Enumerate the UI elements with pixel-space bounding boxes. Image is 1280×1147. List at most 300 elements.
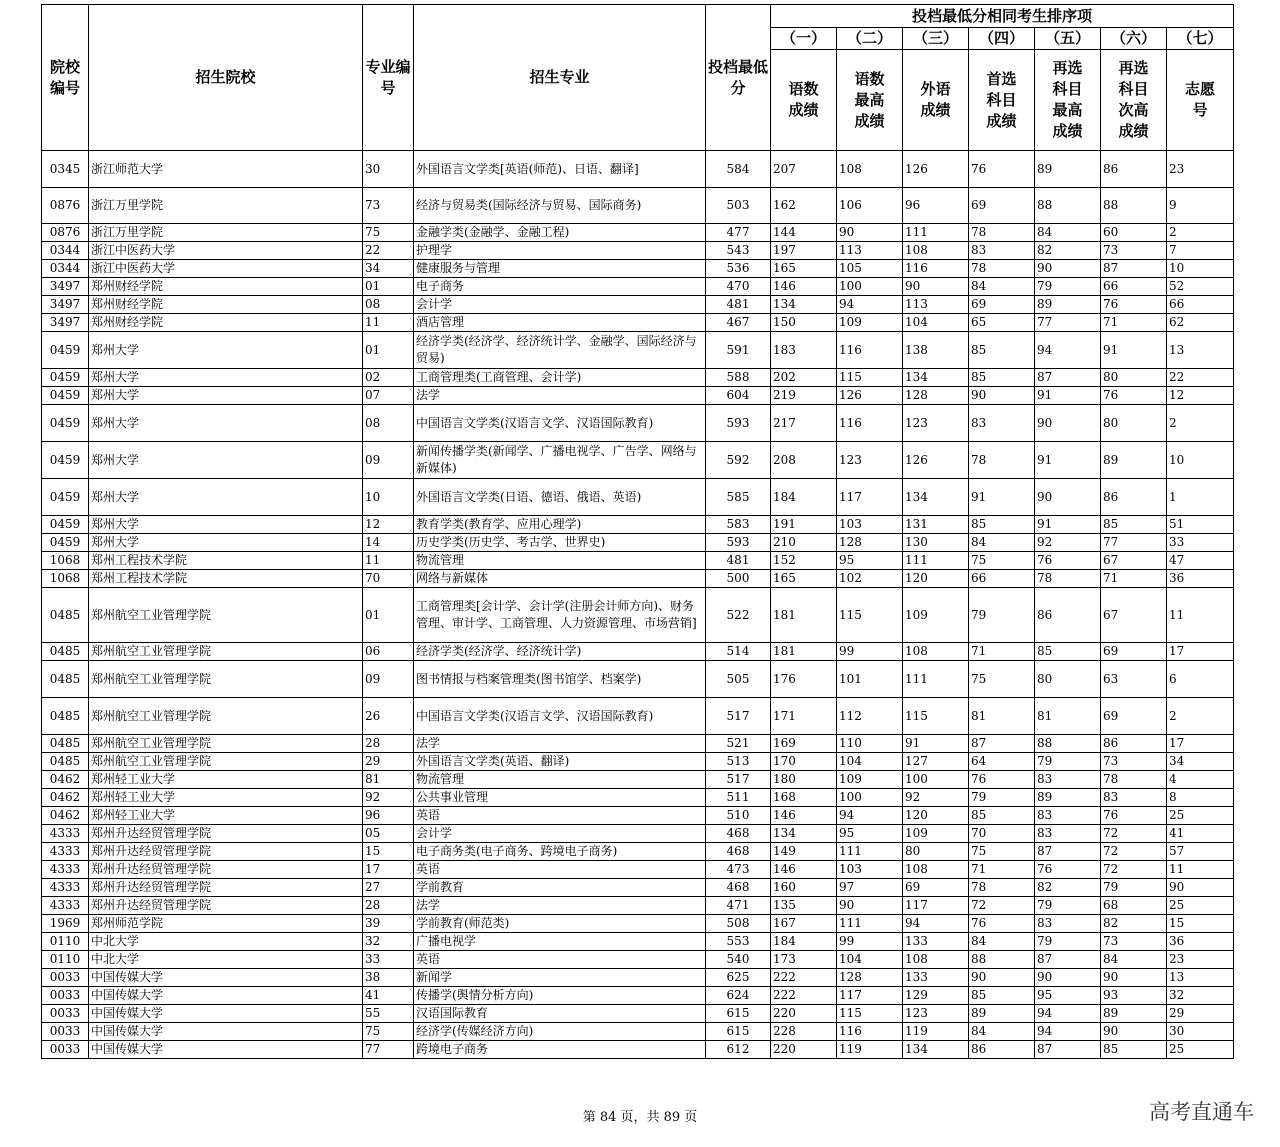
header-tiebreak-num: （六） <box>1101 28 1167 50</box>
cell-school-code: 0459 <box>42 516 89 534</box>
cell-major-code: 39 <box>363 915 414 933</box>
cell-school-code: 0033 <box>42 1023 89 1041</box>
cell-school-name: 中国传媒大学 <box>89 987 363 1005</box>
cell-score-3: 138 <box>903 332 969 369</box>
header-tiebreak-label: 再选科目次高成绩 <box>1101 50 1167 151</box>
cell-score-7: 41 <box>1167 825 1234 843</box>
cell-score-1: 180 <box>771 771 837 789</box>
header-tiebreak-label: 语数最高成绩 <box>837 50 903 151</box>
cell-score-5: 81 <box>1035 698 1101 735</box>
header-tiebreak-label: 再选科目最高成绩 <box>1035 50 1101 151</box>
table-row <box>42 789 1234 807</box>
cell-major-name: 公共事业管理 <box>414 789 706 807</box>
cell-major-code: 75 <box>363 1023 414 1041</box>
cell-min-score: 468 <box>706 843 771 861</box>
cell-score-1: 183 <box>771 332 837 369</box>
cell-school-code: 0459 <box>42 405 89 442</box>
cell-score-7: 8 <box>1167 789 1234 807</box>
cell-school-name: 中北大学 <box>89 933 363 951</box>
cell-score-2: 119 <box>837 1041 903 1059</box>
cell-min-score: 612 <box>706 1041 771 1059</box>
cell-major-code: 70 <box>363 570 414 588</box>
cell-score-3: 126 <box>903 151 969 188</box>
cell-major-code: 01 <box>363 588 414 643</box>
cell-score-5: 89 <box>1035 151 1101 188</box>
cell-major-name: 教育学类(教育学、应用心理学) <box>414 516 706 534</box>
cell-score-1: 167 <box>771 915 837 933</box>
cell-score-7: 90 <box>1167 879 1234 897</box>
cell-major-name: 健康服务与管理 <box>414 260 706 278</box>
cell-score-7: 30 <box>1167 1023 1234 1041</box>
cell-score-6: 90 <box>1101 1023 1167 1041</box>
cell-score-2: 100 <box>837 789 903 807</box>
table-row <box>42 151 1234 188</box>
cell-score-5: 87 <box>1035 369 1101 387</box>
cell-score-6: 86 <box>1101 479 1167 516</box>
cell-school-code: 0485 <box>42 643 89 661</box>
table-body <box>42 151 1234 1059</box>
header-tiebreak-label: 志愿号 <box>1167 50 1234 151</box>
cell-major-code: 55 <box>363 1005 414 1023</box>
cell-school-name: 中北大学 <box>89 951 363 969</box>
cell-score-6: 69 <box>1101 643 1167 661</box>
cell-score-6: 80 <box>1101 405 1167 442</box>
cell-score-5: 94 <box>1035 332 1101 369</box>
cell-score-2: 95 <box>837 552 903 570</box>
header-tiebreak-num: （三） <box>903 28 969 50</box>
cell-major-code: 12 <box>363 516 414 534</box>
cell-school-code: 0110 <box>42 951 89 969</box>
cell-major-name: 护理学 <box>414 242 706 260</box>
cell-major-name: 经济学类(经济学、经济统计学) <box>414 643 706 661</box>
cell-score-4: 84 <box>969 1023 1035 1041</box>
cell-score-1: 184 <box>771 933 837 951</box>
cell-score-1: 146 <box>771 278 837 296</box>
cell-score-6: 66 <box>1101 278 1167 296</box>
cell-score-6: 93 <box>1101 987 1167 1005</box>
cell-score-7: 2 <box>1167 698 1234 735</box>
watermark: 高考直通车 <box>1149 1100 1254 1124</box>
cell-school-name: 郑州航空工业管理学院 <box>89 643 363 661</box>
cell-major-name: 汉语国际教育 <box>414 1005 706 1023</box>
cell-min-score: 505 <box>706 661 771 698</box>
cell-school-name: 郑州工程技术学院 <box>89 570 363 588</box>
table-row <box>42 387 1234 405</box>
cell-major-name: 广播电视学 <box>414 933 706 951</box>
cell-min-score: 481 <box>706 552 771 570</box>
cell-major-code: 09 <box>363 661 414 698</box>
cell-school-name: 中国传媒大学 <box>89 1023 363 1041</box>
header-tiebreak-num: （二） <box>837 28 903 50</box>
cell-score-5: 90 <box>1035 479 1101 516</box>
cell-score-1: 228 <box>771 1023 837 1041</box>
cell-min-score: 591 <box>706 332 771 369</box>
cell-score-3: 134 <box>903 479 969 516</box>
cell-score-5: 89 <box>1035 789 1101 807</box>
cell-school-code: 4333 <box>42 879 89 897</box>
cell-score-3: 111 <box>903 552 969 570</box>
cell-score-2: 115 <box>837 369 903 387</box>
cell-min-score: 514 <box>706 643 771 661</box>
cell-major-name: 电子商务 <box>414 278 706 296</box>
cell-score-3: 129 <box>903 987 969 1005</box>
cell-score-7: 23 <box>1167 151 1234 188</box>
cell-major-code: 15 <box>363 843 414 861</box>
cell-score-3: 104 <box>903 314 969 332</box>
table-row <box>42 698 1234 735</box>
cell-score-2: 103 <box>837 861 903 879</box>
cell-major-name: 法学 <box>414 387 706 405</box>
cell-school-code: 0459 <box>42 534 89 552</box>
cell-score-4: 75 <box>969 843 1035 861</box>
cell-major-code: 73 <box>363 188 414 224</box>
cell-major-name: 英语 <box>414 951 706 969</box>
cell-major-name: 经济学(传媒经济方向) <box>414 1023 706 1041</box>
cell-score-3: 119 <box>903 1023 969 1041</box>
cell-score-3: 123 <box>903 405 969 442</box>
cell-major-name: 跨境电子商务 <box>414 1041 706 1059</box>
cell-score-3: 133 <box>903 969 969 987</box>
cell-score-1: 165 <box>771 570 837 588</box>
cell-score-1: 168 <box>771 789 837 807</box>
cell-score-6: 87 <box>1101 260 1167 278</box>
cell-score-3: 109 <box>903 588 969 643</box>
cell-school-code: 0344 <box>42 242 89 260</box>
cell-score-2: 111 <box>837 843 903 861</box>
cell-score-1: 149 <box>771 843 837 861</box>
cell-score-4: 78 <box>969 442 1035 479</box>
cell-score-1: 144 <box>771 224 837 242</box>
table-row <box>42 260 1234 278</box>
cell-score-5: 94 <box>1035 1005 1101 1023</box>
cell-score-6: 73 <box>1101 753 1167 771</box>
cell-score-7: 36 <box>1167 933 1234 951</box>
cell-score-6: 67 <box>1101 588 1167 643</box>
cell-score-6: 68 <box>1101 897 1167 915</box>
cell-score-7: 23 <box>1167 951 1234 969</box>
cell-score-2: 115 <box>837 1005 903 1023</box>
table-row <box>42 915 1234 933</box>
cell-score-5: 76 <box>1035 552 1101 570</box>
cell-score-6: 77 <box>1101 534 1167 552</box>
cell-score-7: 11 <box>1167 861 1234 879</box>
cell-school-code: 0459 <box>42 369 89 387</box>
cell-score-1: 135 <box>771 897 837 915</box>
cell-school-name: 郑州航空工业管理学院 <box>89 753 363 771</box>
cell-score-6: 91 <box>1101 332 1167 369</box>
cell-school-name: 浙江万里学院 <box>89 224 363 242</box>
cell-major-name: 学前教育 <box>414 879 706 897</box>
cell-score-2: 90 <box>837 897 903 915</box>
cell-score-4: 79 <box>969 588 1035 643</box>
cell-score-2: 111 <box>837 915 903 933</box>
cell-min-score: 584 <box>706 151 771 188</box>
table-row <box>42 951 1234 969</box>
cell-min-score: 522 <box>706 588 771 643</box>
cell-score-4: 87 <box>969 735 1035 753</box>
cell-score-7: 1 <box>1167 479 1234 516</box>
cell-score-6: 76 <box>1101 296 1167 314</box>
cell-score-7: 52 <box>1167 278 1234 296</box>
cell-score-5: 77 <box>1035 314 1101 332</box>
cell-score-4: 85 <box>969 516 1035 534</box>
cell-school-code: 0485 <box>42 735 89 753</box>
cell-score-5: 91 <box>1035 387 1101 405</box>
cell-score-3: 120 <box>903 807 969 825</box>
cell-major-code: 05 <box>363 825 414 843</box>
cell-score-5: 79 <box>1035 933 1101 951</box>
cell-score-5: 90 <box>1035 260 1101 278</box>
table-row <box>42 369 1234 387</box>
cell-score-6: 72 <box>1101 843 1167 861</box>
cell-major-code: 17 <box>363 861 414 879</box>
header-school-name: 招生院校 <box>89 5 363 151</box>
cell-score-1: 181 <box>771 643 837 661</box>
cell-score-1: 162 <box>771 188 837 224</box>
cell-major-name: 外国语言文学类(英语、翻译) <box>414 753 706 771</box>
cell-school-code: 1969 <box>42 915 89 933</box>
cell-score-3: 126 <box>903 442 969 479</box>
cell-school-name: 浙江师范大学 <box>89 151 363 188</box>
cell-min-score: 510 <box>706 807 771 825</box>
cell-min-score: 468 <box>706 825 771 843</box>
cell-score-2: 117 <box>837 987 903 1005</box>
cell-score-3: 134 <box>903 1041 969 1059</box>
cell-school-code: 0462 <box>42 771 89 789</box>
cell-major-code: 75 <box>363 224 414 242</box>
cell-school-name: 郑州大学 <box>89 516 363 534</box>
cell-school-name: 浙江中医药大学 <box>89 242 363 260</box>
cell-score-2: 109 <box>837 314 903 332</box>
cell-score-2: 109 <box>837 771 903 789</box>
cell-score-2: 128 <box>837 969 903 987</box>
cell-score-1: 207 <box>771 151 837 188</box>
cell-min-score: 593 <box>706 405 771 442</box>
header-tiebreak-label: 外语成绩 <box>903 50 969 151</box>
cell-min-score: 481 <box>706 296 771 314</box>
cell-major-name: 经济与贸易类(国际经济与贸易、国际商务) <box>414 188 706 224</box>
cell-school-name: 郑州大学 <box>89 332 363 369</box>
cell-score-2: 103 <box>837 516 903 534</box>
cell-score-5: 91 <box>1035 516 1101 534</box>
cell-score-1: 173 <box>771 951 837 969</box>
cell-score-4: 85 <box>969 369 1035 387</box>
cell-score-7: 13 <box>1167 969 1234 987</box>
cell-score-1: 217 <box>771 405 837 442</box>
cell-major-code: 41 <box>363 987 414 1005</box>
cell-major-code: 34 <box>363 260 414 278</box>
cell-school-name: 郑州升达经贸管理学院 <box>89 825 363 843</box>
cell-school-name: 中国传媒大学 <box>89 969 363 987</box>
cell-score-4: 83 <box>969 242 1035 260</box>
cell-score-6: 84 <box>1101 951 1167 969</box>
cell-score-4: 85 <box>969 332 1035 369</box>
table-row <box>42 1023 1234 1041</box>
cell-score-1: 146 <box>771 861 837 879</box>
cell-score-7: 6 <box>1167 661 1234 698</box>
cell-school-code: 3497 <box>42 314 89 332</box>
table-row <box>42 224 1234 242</box>
cell-score-4: 89 <box>969 1005 1035 1023</box>
cell-score-3: 91 <box>903 735 969 753</box>
cell-school-code: 0344 <box>42 260 89 278</box>
cell-score-4: 69 <box>969 296 1035 314</box>
cell-major-code: 32 <box>363 933 414 951</box>
cell-score-5: 82 <box>1035 242 1101 260</box>
cell-score-4: 90 <box>969 969 1035 987</box>
table-row <box>42 314 1234 332</box>
cell-score-7: 17 <box>1167 643 1234 661</box>
cell-score-5: 88 <box>1035 188 1101 224</box>
cell-score-1: 170 <box>771 753 837 771</box>
cell-min-score: 511 <box>706 789 771 807</box>
table-row <box>42 825 1234 843</box>
cell-score-7: 34 <box>1167 753 1234 771</box>
cell-school-name: 郑州升达经贸管理学院 <box>89 861 363 879</box>
cell-school-name: 郑州航空工业管理学院 <box>89 661 363 698</box>
cell-school-name: 郑州航空工业管理学院 <box>89 735 363 753</box>
cell-score-1: 208 <box>771 442 837 479</box>
cell-score-1: 222 <box>771 969 837 987</box>
cell-score-3: 134 <box>903 369 969 387</box>
cell-min-score: 468 <box>706 879 771 897</box>
cell-score-7: 4 <box>1167 771 1234 789</box>
cell-score-4: 66 <box>969 570 1035 588</box>
cell-school-name: 郑州航空工业管理学院 <box>89 698 363 735</box>
cell-score-6: 76 <box>1101 387 1167 405</box>
cell-score-2: 104 <box>837 753 903 771</box>
cell-school-code: 0459 <box>42 442 89 479</box>
cell-school-name: 郑州大学 <box>89 442 363 479</box>
cell-major-code: 27 <box>363 879 414 897</box>
cell-school-code: 1068 <box>42 552 89 570</box>
cell-school-code: 0110 <box>42 933 89 951</box>
cell-score-1: 202 <box>771 369 837 387</box>
cell-score-6: 90 <box>1101 969 1167 987</box>
table-row <box>42 479 1234 516</box>
cell-school-code: 0485 <box>42 753 89 771</box>
cell-score-6: 80 <box>1101 369 1167 387</box>
cell-school-code: 3497 <box>42 278 89 296</box>
cell-score-7: 47 <box>1167 552 1234 570</box>
cell-score-2: 116 <box>837 405 903 442</box>
cell-score-2: 94 <box>837 296 903 314</box>
table-row <box>42 405 1234 442</box>
cell-score-3: 108 <box>903 951 969 969</box>
cell-school-code: 0033 <box>42 1005 89 1023</box>
cell-min-score: 473 <box>706 861 771 879</box>
cell-score-3: 111 <box>903 224 969 242</box>
cell-school-name: 郑州轻工业大学 <box>89 789 363 807</box>
cell-score-7: 7 <box>1167 242 1234 260</box>
cell-school-name: 郑州升达经贸管理学院 <box>89 843 363 861</box>
cell-score-4: 75 <box>969 661 1035 698</box>
cell-min-score: 593 <box>706 534 771 552</box>
cell-major-name: 工商管理类[会计学、会计学(注册会计师方向)、财务管理、审计学、工商管理、人力资源管理、市场营销] <box>414 588 706 643</box>
cell-score-7: 10 <box>1167 442 1234 479</box>
cell-score-2: 101 <box>837 661 903 698</box>
page-footer: 第 84 页，共 89 页 <box>582 1110 698 1125</box>
cell-min-score: 503 <box>706 188 771 224</box>
cell-score-4: 75 <box>969 552 1035 570</box>
cell-major-name: 中国语言文学类(汉语言文学、汉语国际教育) <box>414 698 706 735</box>
cell-score-3: 115 <box>903 698 969 735</box>
header-tiebreak-num: （五） <box>1035 28 1101 50</box>
cell-school-code: 0459 <box>42 479 89 516</box>
cell-min-score: 508 <box>706 915 771 933</box>
cell-score-6: 85 <box>1101 516 1167 534</box>
cell-score-3: 133 <box>903 933 969 951</box>
cell-score-7: 25 <box>1167 897 1234 915</box>
cell-min-score: 583 <box>706 516 771 534</box>
cell-school-code: 0485 <box>42 588 89 643</box>
cell-score-7: 2 <box>1167 224 1234 242</box>
cell-score-3: 123 <box>903 1005 969 1023</box>
cell-score-4: 69 <box>969 188 1035 224</box>
cell-min-score: 517 <box>706 771 771 789</box>
cell-min-score: 615 <box>706 1005 771 1023</box>
cell-major-name: 图书情报与档案管理类(图书馆学、档案学) <box>414 661 706 698</box>
cell-major-name: 传播学(舆情分析方向) <box>414 987 706 1005</box>
cell-major-code: 38 <box>363 969 414 987</box>
admission-score-table <box>41 4 1234 1059</box>
cell-score-4: 78 <box>969 879 1035 897</box>
cell-major-name: 外国语言文学类[英语(师范)、日语、翻译] <box>414 151 706 188</box>
cell-score-7: 66 <box>1167 296 1234 314</box>
cell-school-name: 中国传媒大学 <box>89 1005 363 1023</box>
cell-score-3: 96 <box>903 188 969 224</box>
cell-score-2: 128 <box>837 534 903 552</box>
cell-min-score: 536 <box>706 260 771 278</box>
cell-major-code: 10 <box>363 479 414 516</box>
cell-score-6: 78 <box>1101 771 1167 789</box>
table-row <box>42 332 1234 369</box>
cell-major-name: 法学 <box>414 897 706 915</box>
cell-score-3: 109 <box>903 825 969 843</box>
cell-school-code: 0462 <box>42 807 89 825</box>
cell-score-5: 88 <box>1035 735 1101 753</box>
cell-score-3: 120 <box>903 570 969 588</box>
cell-min-score: 553 <box>706 933 771 951</box>
cell-major-name: 英语 <box>414 807 706 825</box>
cell-score-6: 72 <box>1101 861 1167 879</box>
table-row <box>42 552 1234 570</box>
cell-score-2: 99 <box>837 933 903 951</box>
cell-score-2: 115 <box>837 588 903 643</box>
cell-school-code: 3497 <box>42 296 89 314</box>
cell-score-1: 169 <box>771 735 837 753</box>
cell-score-4: 84 <box>969 933 1035 951</box>
cell-score-6: 79 <box>1101 879 1167 897</box>
cell-major-name: 中国语言文学类(汉语言文学、汉语国际教育) <box>414 405 706 442</box>
cell-school-name: 郑州财经学院 <box>89 278 363 296</box>
table-row <box>42 735 1234 753</box>
cell-score-1: 134 <box>771 296 837 314</box>
cell-score-1: 171 <box>771 698 837 735</box>
cell-major-name: 学前教育(师范类) <box>414 915 706 933</box>
cell-major-code: 96 <box>363 807 414 825</box>
table-row <box>42 661 1234 698</box>
cell-score-4: 65 <box>969 314 1035 332</box>
cell-score-2: 105 <box>837 260 903 278</box>
cell-score-1: 222 <box>771 987 837 1005</box>
cell-score-6: 73 <box>1101 242 1167 260</box>
cell-school-name: 郑州航空工业管理学院 <box>89 588 363 643</box>
cell-score-5: 91 <box>1035 442 1101 479</box>
cell-score-4: 85 <box>969 987 1035 1005</box>
cell-score-6: 76 <box>1101 807 1167 825</box>
cell-major-name: 物流管理 <box>414 771 706 789</box>
